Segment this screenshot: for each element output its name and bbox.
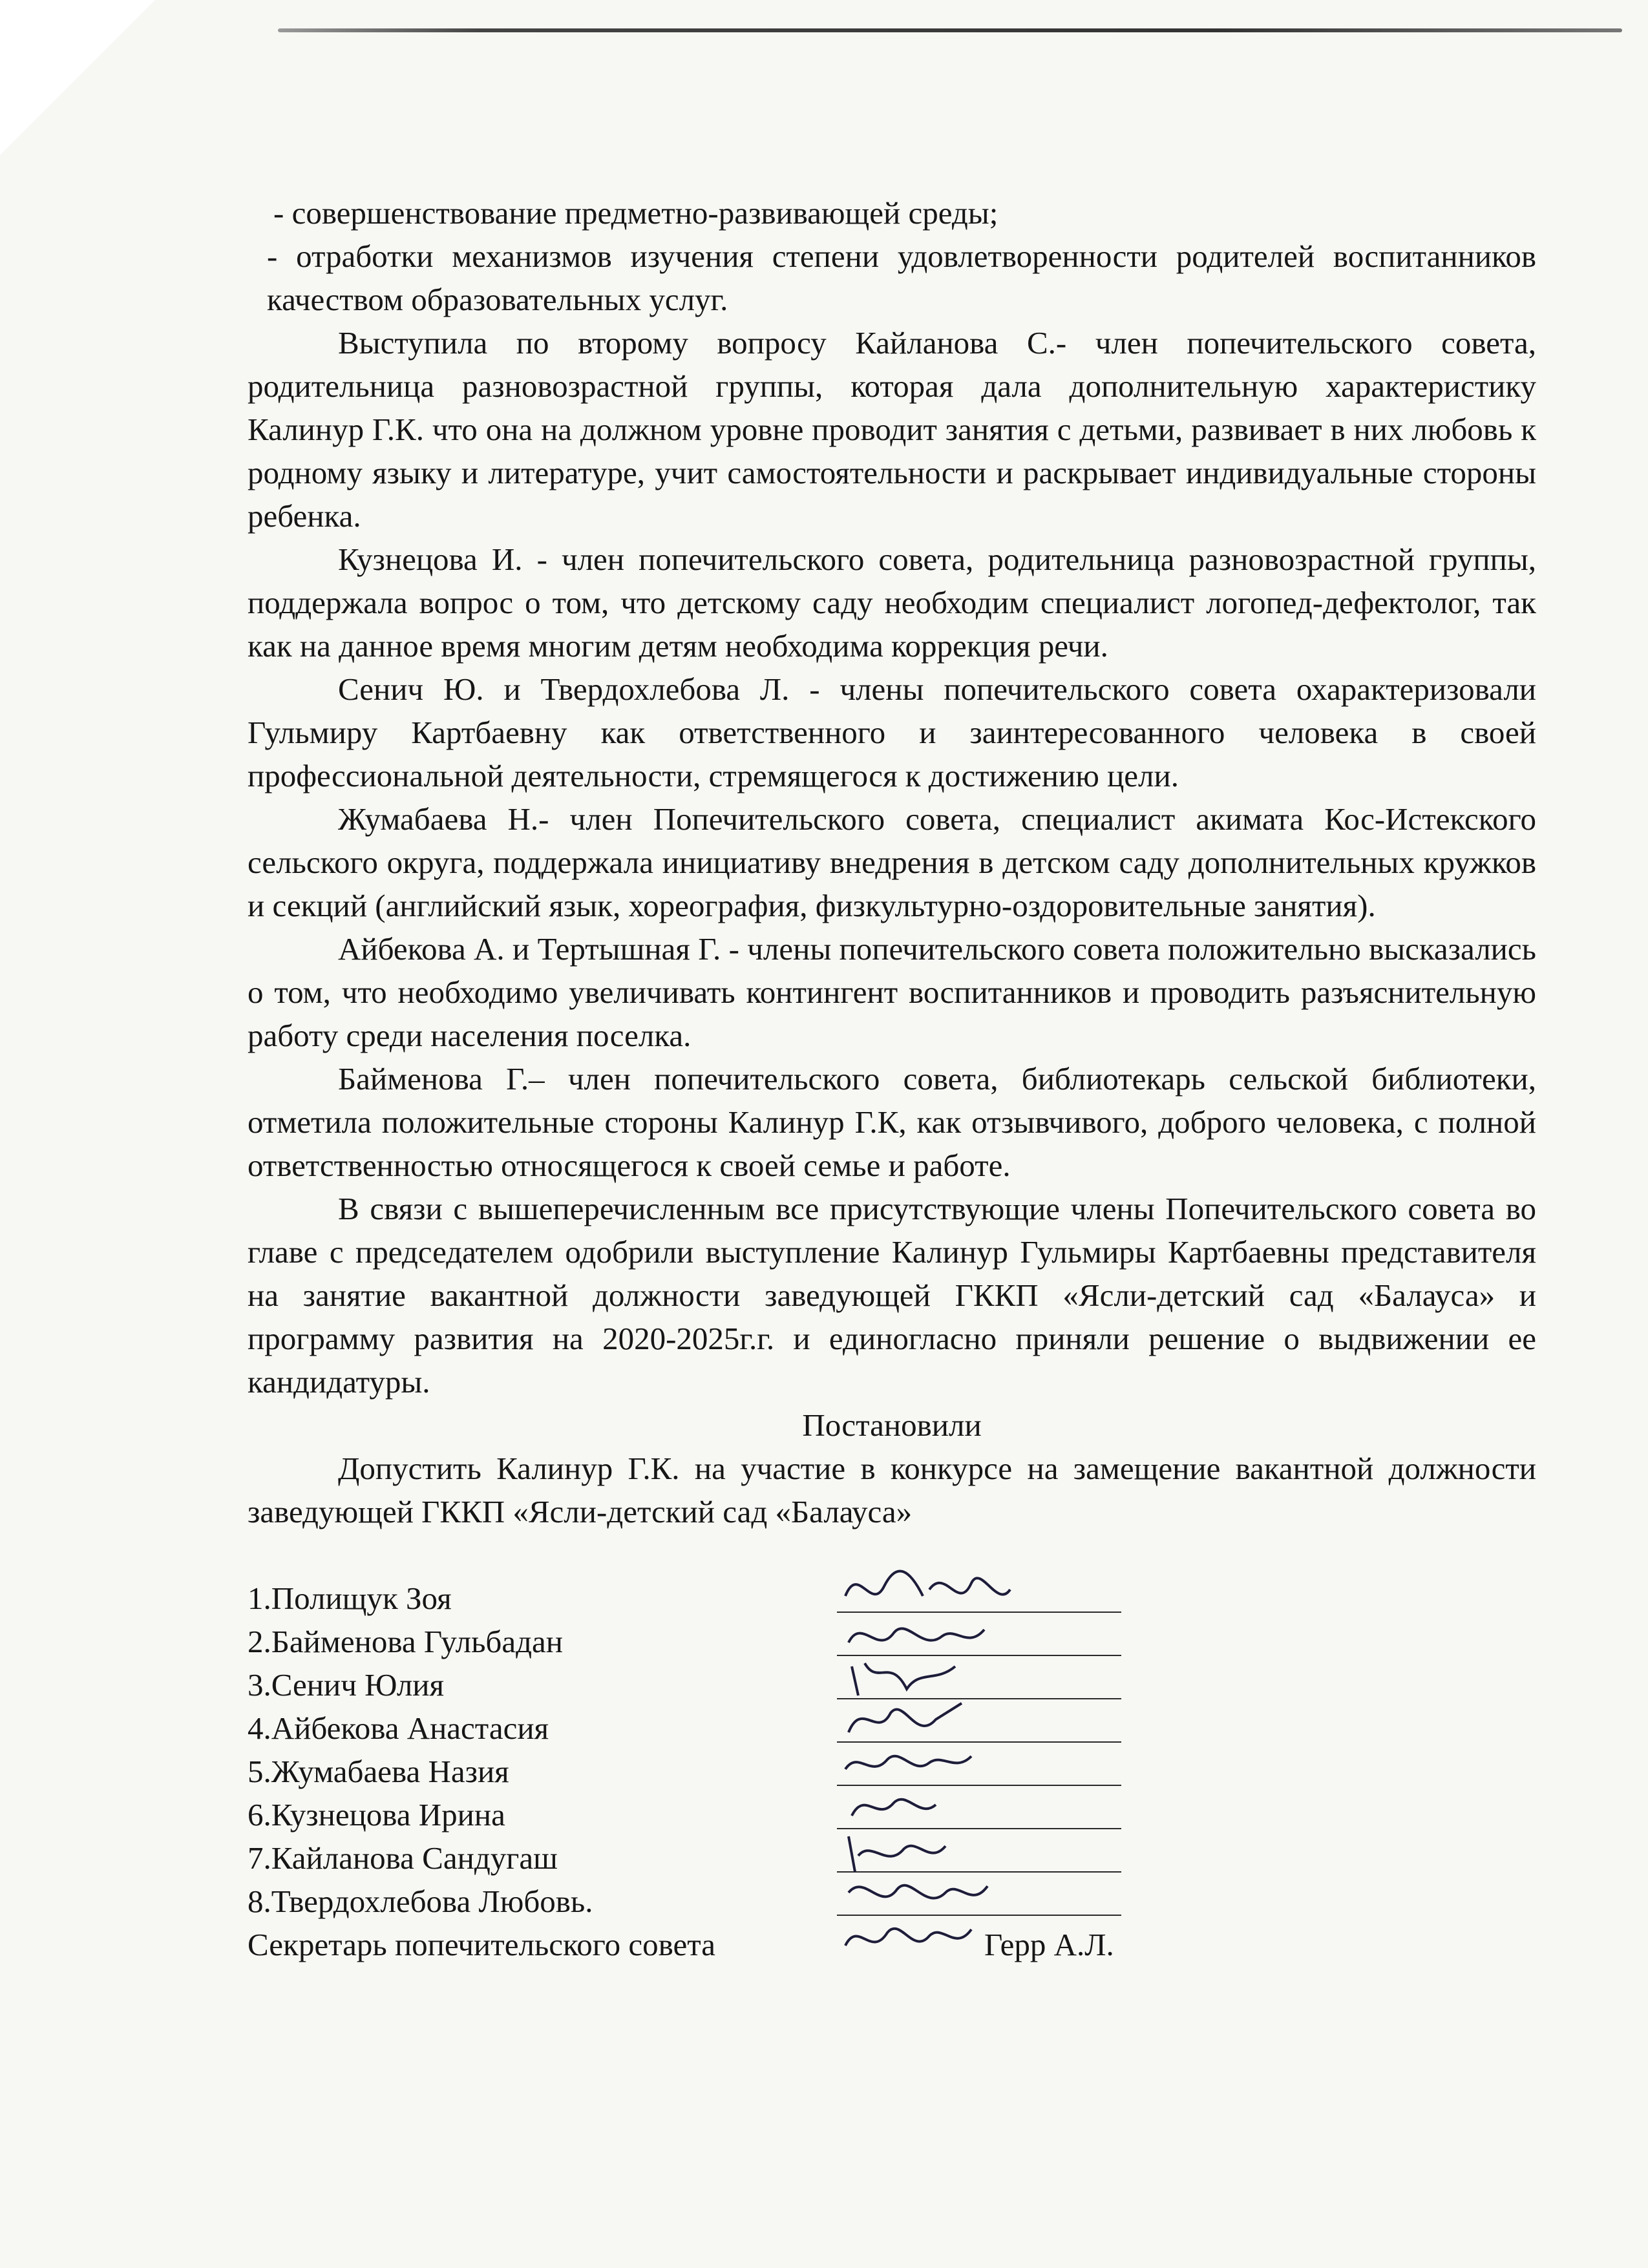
signature-row xyxy=(248,1793,1536,1836)
signature-row xyxy=(248,1620,1536,1663)
secretary-name: Герр А.Л. xyxy=(984,1927,1114,1962)
signature-line xyxy=(837,1785,1121,1786)
signer-name: 3.Сенич Юлия xyxy=(248,1667,445,1703)
signature-line xyxy=(837,1655,1121,1656)
paragraph: В связи с вышеперечисленным все присутствующие члены Попечительского совета во главе с председателем одобрили выступление Калинур Гульмиры Картбаевны представителя на занятие вакантной должности заведующей ГККП «Ясли-детский сад «Балауса» и программу развития на 2020-2025г.г. и единогласно приняли решение о выдвижении ее кандидатуры. xyxy=(248,1191,1536,1400)
list-item: - совершенствование предметно-развивающей среды; xyxy=(273,195,998,231)
signature-image xyxy=(832,1551,1130,1625)
paragraph: Байменова Г.– член попечительского совета, библиотекарь сельской библиотеки, отметила положительные стороны Калинур Г.К, как отзывчивого, доброго человека, с полной ответственностью относящегося к своей семье и работе. xyxy=(248,1061,1536,1183)
signature-row xyxy=(248,1706,1536,1750)
document-page xyxy=(248,191,1536,1966)
signer-name: 6.Кузнецова Ирина xyxy=(248,1797,505,1832)
paragraph: Сенич Ю. и Твердохлебова Л. - члены попечительского совета охарактеризовали Гульмиру Картбаевну как ответственного и заинтересованного человека в своей профессиональной деятельности, стремящегося к достижению цели. xyxy=(248,671,1536,793)
list-item: - отработки механизмов изучения степени удовлетворенности родителей воспитанников качеством образовательных услуг. xyxy=(267,238,1536,317)
signature-row xyxy=(248,1663,1536,1706)
paragraph: Кузнецова И. - член попечительского совета, родительница разновозрастной группы, поддержала вопрос о том, что детскому саду необходим специалист логопед-дефектолог, так как на данное время многим детям необходима коррекция речи. xyxy=(248,541,1536,664)
signature-line xyxy=(837,1915,1121,1916)
secretary-label: Секретарь попечительского совета xyxy=(248,1927,716,1962)
secretary-row xyxy=(248,1923,1536,1966)
signature-row xyxy=(248,1880,1536,1923)
signer-name: 8.Твердохлебова Любовь. xyxy=(248,1884,593,1919)
resolution-text: Допустить Калинур Г.К. на участие в конкурсе на замещение вакантной должности заведующей ГККП «Ясли-детский сад «Балауса» xyxy=(248,1451,1536,1529)
paragraph: Айбекова А. и Тертышная Г. - члены попечительского совета положительно высказались о том, что необходимо увеличивать контингент воспитанников и проводить разъяснительную работу среди населения поселка. xyxy=(248,931,1536,1053)
resolution-heading: Постановили xyxy=(802,1407,982,1443)
signature-line xyxy=(837,1871,1121,1873)
signer-name: 1.Полищук Зоя xyxy=(248,1580,452,1616)
paragraph: Выступила по второму вопросу Кайланова С.- член попечительского совета, родительница разновозрастной группы, которая дала дополнительную характеристику Калинур Г.К. что она на должном уровне проводит занятия с детьми, развивает в них любовь к родному языку и литературе, учит самостоятельности и раскрывает индивидуальные стороны ребенка. xyxy=(248,325,1536,534)
signer-name: 2.Байменова Гульбадан xyxy=(248,1624,564,1659)
signature-line xyxy=(837,1612,1121,1613)
paragraph: Жумабаева Н.- член Попечительского совета, специалист акимата Кос-Истекского сельского округа, поддержала инициативу внедрения в детском саду дополнительных кружков и секций (английский язык, хореография, физкультурно-оздоровительные занятия). xyxy=(248,801,1536,923)
signature-row xyxy=(248,1836,1536,1880)
signature-row xyxy=(248,1750,1536,1793)
signer-name: 5.Жумабаева Назия xyxy=(248,1754,509,1789)
signer-name: 4.Айбекова Анастасия xyxy=(248,1710,549,1746)
scan-corner xyxy=(0,0,155,155)
signer-name: 7.Кайланова Сандугаш xyxy=(248,1840,558,1876)
top-rule xyxy=(278,28,1622,32)
signature-line xyxy=(837,1741,1121,1743)
signature-row xyxy=(248,1577,1536,1620)
signature-line xyxy=(837,1698,1121,1699)
signature-line xyxy=(837,1828,1121,1829)
signature-list xyxy=(248,1577,1536,1966)
